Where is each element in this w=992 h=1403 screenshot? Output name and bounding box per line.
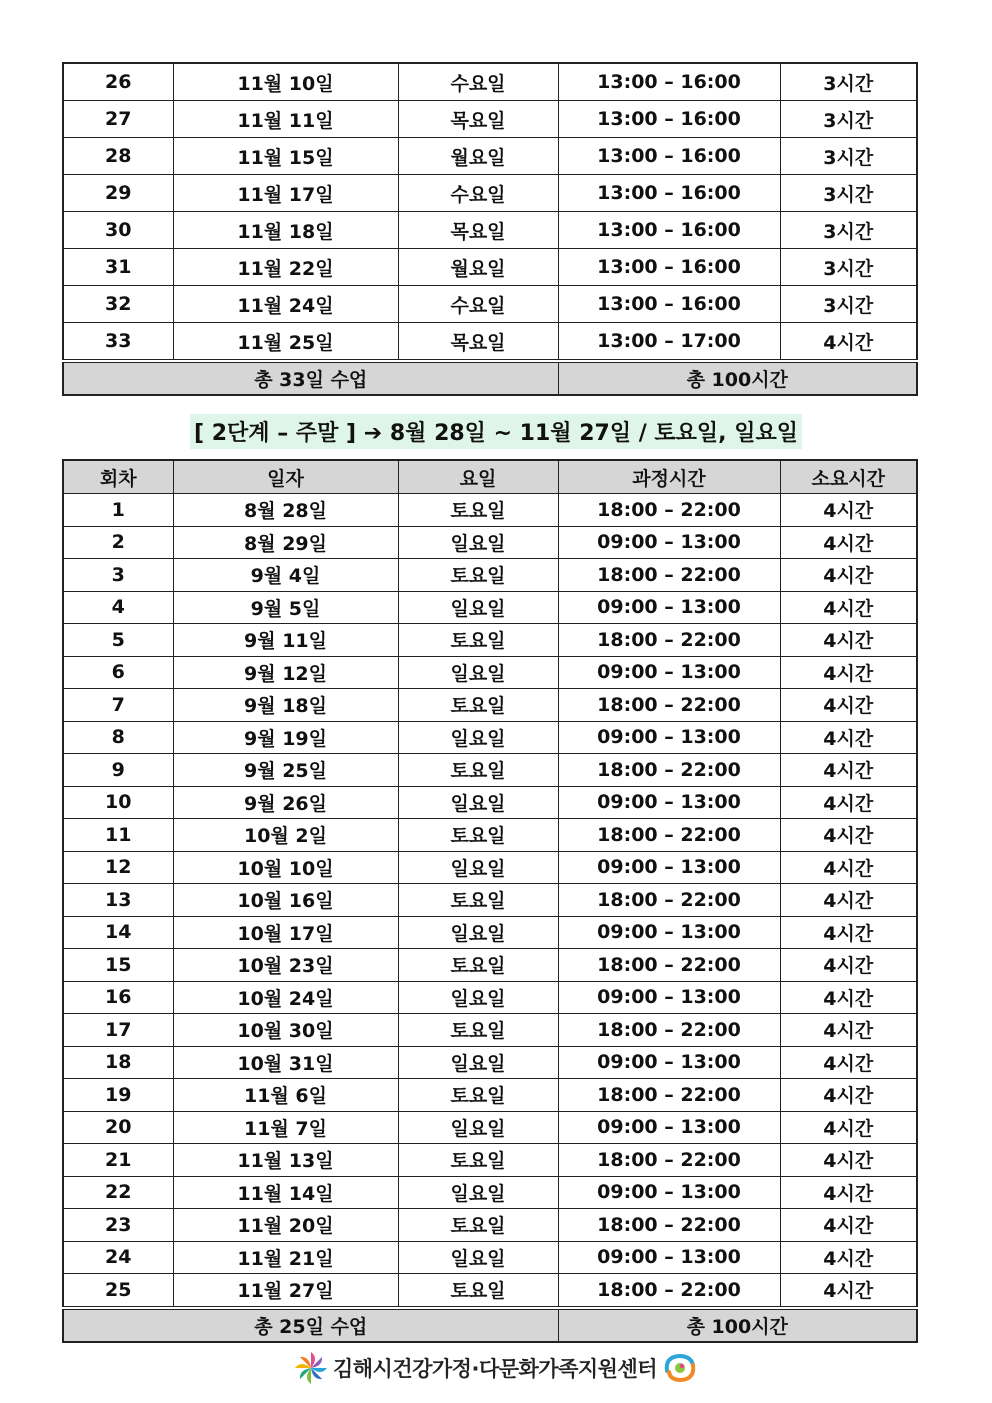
weekday-cell: 일요일 — [398, 1046, 558, 1079]
date-cell: 11월 17일 — [173, 175, 398, 212]
duration-cell: 4시간 — [780, 721, 917, 754]
session-number-cell: 15 — [63, 949, 173, 982]
date-cell: 10월 30일 — [173, 1014, 398, 1047]
table-row — [63, 949, 917, 982]
session-number-cell: 11 — [63, 819, 173, 852]
date-cell: 9월 11일 — [173, 624, 398, 657]
table-row — [63, 175, 917, 212]
session-number-cell: 13 — [63, 884, 173, 917]
course-time-cell: 18:00 – 22:00 — [558, 1274, 780, 1308]
table2-header-row — [63, 460, 917, 494]
table-row — [63, 981, 917, 1014]
weekday-cell: 토요일 — [398, 884, 558, 917]
table-row — [63, 494, 917, 527]
header-course-time: 과정시간 — [558, 460, 780, 494]
weekday-cell: 토요일 — [398, 1079, 558, 1112]
date-cell: 9월 25일 — [173, 754, 398, 787]
table2-total-hours: 총 100시간 — [558, 1308, 917, 1342]
swirl-logo-icon — [661, 1351, 699, 1385]
date-cell: 11월 22일 — [173, 249, 398, 286]
date-cell: 9월 12일 — [173, 656, 398, 689]
duration-cell: 3시간 — [780, 212, 917, 249]
session-number-cell: 26 — [63, 63, 173, 101]
session-number-cell: 24 — [63, 1241, 173, 1274]
course-time-cell: 13:00 – 16:00 — [558, 249, 780, 286]
session-number-cell: 33 — [63, 323, 173, 362]
weekday-cell: 월요일 — [398, 249, 558, 286]
duration-cell: 4시간 — [780, 754, 917, 787]
course-time-cell: 18:00 – 22:00 — [558, 1209, 780, 1242]
session-number-cell: 28 — [63, 138, 173, 175]
course-time-cell: 18:00 – 22:00 — [558, 819, 780, 852]
table-row — [63, 884, 917, 917]
table2-total-days: 총 25일 수업 — [63, 1308, 558, 1342]
duration-cell: 4시간 — [780, 591, 917, 624]
course-time-cell: 18:00 – 22:00 — [558, 559, 780, 592]
duration-cell: 4시간 — [780, 1176, 917, 1209]
session-number-cell: 29 — [63, 175, 173, 212]
duration-cell: 4시간 — [780, 1014, 917, 1047]
course-time-cell: 13:00 – 16:00 — [558, 212, 780, 249]
session-number-cell: 14 — [63, 916, 173, 949]
course-time-cell: 09:00 – 13:00 — [558, 656, 780, 689]
date-cell: 8월 28일 — [173, 494, 398, 527]
course-time-cell: 09:00 – 13:00 — [558, 1176, 780, 1209]
table-row — [63, 1144, 917, 1177]
session-number-cell: 19 — [63, 1079, 173, 1112]
table-row — [63, 786, 917, 819]
table1-total-hours: 총 100시간 — [558, 361, 917, 395]
date-cell: 9월 26일 — [173, 786, 398, 819]
table-row — [63, 212, 917, 249]
duration-cell: 4시간 — [780, 494, 917, 527]
table-row — [63, 689, 917, 722]
session-number-cell: 12 — [63, 851, 173, 884]
course-time-cell: 09:00 – 13:00 — [558, 1111, 780, 1144]
session-number-cell: 16 — [63, 981, 173, 1014]
date-cell: 11월 13일 — [173, 1144, 398, 1177]
course-time-cell: 18:00 – 22:00 — [558, 1014, 780, 1047]
weekday-cell: 일요일 — [398, 786, 558, 819]
duration-cell: 4시간 — [780, 1046, 917, 1079]
course-time-cell: 13:00 – 16:00 — [558, 63, 780, 101]
date-cell: 9월 5일 — [173, 591, 398, 624]
weekday-cell: 토요일 — [398, 494, 558, 527]
weekday-cell: 토요일 — [398, 754, 558, 787]
schedule-table-stage2-weekend — [62, 459, 918, 1343]
table1-total-row — [63, 361, 917, 395]
table-row — [63, 101, 917, 138]
table-row — [63, 1241, 917, 1274]
duration-cell: 4시간 — [780, 1111, 917, 1144]
session-number-cell: 23 — [63, 1209, 173, 1242]
table-row — [63, 1079, 917, 1112]
course-time-cell: 13:00 – 16:00 — [558, 175, 780, 212]
footer-logo — [0, 1348, 992, 1388]
table-row — [63, 1176, 917, 1209]
duration-cell: 4시간 — [780, 981, 917, 1014]
date-cell: 10월 10일 — [173, 851, 398, 884]
session-number-cell: 27 — [63, 101, 173, 138]
duration-cell: 3시간 — [780, 138, 917, 175]
session-number-cell: 7 — [63, 689, 173, 722]
duration-cell: 4시간 — [780, 1274, 917, 1308]
weekday-cell: 토요일 — [398, 819, 558, 852]
duration-cell: 4시간 — [780, 851, 917, 884]
weekday-cell: 일요일 — [398, 1111, 558, 1144]
duration-cell: 4시간 — [780, 559, 917, 592]
course-time-cell: 13:00 – 17:00 — [558, 323, 780, 362]
course-time-cell: 18:00 – 22:00 — [558, 884, 780, 917]
table-row — [63, 249, 917, 286]
date-cell: 11월 10일 — [173, 63, 398, 101]
table-row — [63, 559, 917, 592]
table-row — [63, 916, 917, 949]
weekday-cell: 토요일 — [398, 689, 558, 722]
session-number-cell: 17 — [63, 1014, 173, 1047]
session-number-cell: 31 — [63, 249, 173, 286]
table-row — [63, 526, 917, 559]
section-title-text: [ 2단계 – 주말 ] ➔ 8월 28일 ~ 11월 27일 / 토요일, 일요일 — [190, 414, 802, 449]
duration-cell: 3시간 — [780, 101, 917, 138]
weekday-cell: 일요일 — [398, 656, 558, 689]
duration-cell: 4시간 — [780, 786, 917, 819]
table2-total-row — [63, 1308, 917, 1342]
session-number-cell: 2 — [63, 526, 173, 559]
date-cell: 10월 16일 — [173, 884, 398, 917]
table-row — [63, 591, 917, 624]
weekday-cell: 토요일 — [398, 559, 558, 592]
pinwheel-logo-icon — [293, 1350, 329, 1386]
table-row — [63, 138, 917, 175]
session-number-cell: 20 — [63, 1111, 173, 1144]
weekday-cell: 일요일 — [398, 916, 558, 949]
weekday-cell: 일요일 — [398, 1176, 558, 1209]
date-cell: 11월 20일 — [173, 1209, 398, 1242]
date-cell: 9월 4일 — [173, 559, 398, 592]
session-number-cell: 18 — [63, 1046, 173, 1079]
course-time-cell: 13:00 – 16:00 — [558, 138, 780, 175]
course-time-cell: 09:00 – 13:00 — [558, 851, 780, 884]
session-number-cell: 6 — [63, 656, 173, 689]
session-number-cell: 22 — [63, 1176, 173, 1209]
org-name: 김해시건강가정·다문화가족지원센터 — [332, 1357, 658, 1381]
weekday-cell: 목요일 — [398, 212, 558, 249]
weekday-cell: 일요일 — [398, 526, 558, 559]
duration-cell: 4시간 — [780, 656, 917, 689]
course-time-cell: 18:00 – 22:00 — [558, 949, 780, 982]
weekday-cell: 일요일 — [398, 591, 558, 624]
weekday-cell: 수요일 — [398, 286, 558, 323]
date-cell: 9월 19일 — [173, 721, 398, 754]
session-number-cell: 5 — [63, 624, 173, 657]
course-time-cell: 09:00 – 13:00 — [558, 981, 780, 1014]
duration-cell: 4시간 — [780, 884, 917, 917]
course-time-cell: 18:00 – 22:00 — [558, 1079, 780, 1112]
weekday-cell: 수요일 — [398, 63, 558, 101]
header-date: 일자 — [173, 460, 398, 494]
course-time-cell: 09:00 – 13:00 — [558, 1046, 780, 1079]
course-time-cell: 09:00 – 13:00 — [558, 1241, 780, 1274]
duration-cell: 3시간 — [780, 175, 917, 212]
header-duration: 소요시간 — [780, 460, 917, 494]
weekday-cell: 일요일 — [398, 721, 558, 754]
course-time-cell: 18:00 – 22:00 — [558, 689, 780, 722]
header-session: 회차 — [63, 460, 173, 494]
course-time-cell: 13:00 – 16:00 — [558, 101, 780, 138]
duration-cell: 3시간 — [780, 63, 917, 101]
table-row — [63, 851, 917, 884]
duration-cell: 4시간 — [780, 526, 917, 559]
date-cell: 11월 11일 — [173, 101, 398, 138]
weekday-cell: 일요일 — [398, 851, 558, 884]
date-cell: 11월 21일 — [173, 1241, 398, 1274]
duration-cell: 4시간 — [780, 949, 917, 982]
date-cell: 9월 18일 — [173, 689, 398, 722]
date-cell: 11월 18일 — [173, 212, 398, 249]
table-row — [63, 63, 917, 101]
date-cell: 8월 29일 — [173, 526, 398, 559]
duration-cell: 3시간 — [780, 286, 917, 323]
course-time-cell: 18:00 – 22:00 — [558, 624, 780, 657]
session-number-cell: 25 — [63, 1274, 173, 1308]
duration-cell: 4시간 — [780, 1079, 917, 1112]
date-cell: 11월 15일 — [173, 138, 398, 175]
session-number-cell: 10 — [63, 786, 173, 819]
date-cell: 10월 2일 — [173, 819, 398, 852]
table-row — [63, 624, 917, 657]
weekday-cell: 일요일 — [398, 981, 558, 1014]
date-cell: 10월 17일 — [173, 916, 398, 949]
duration-cell: 4시간 — [780, 1209, 917, 1242]
table1-total-days: 총 33일 수업 — [63, 361, 558, 395]
header-weekday: 요일 — [398, 460, 558, 494]
table-row — [63, 819, 917, 852]
table-row — [63, 1046, 917, 1079]
date-cell: 11월 27일 — [173, 1274, 398, 1308]
date-cell: 11월 14일 — [173, 1176, 398, 1209]
weekday-cell: 토요일 — [398, 1274, 558, 1308]
weekday-cell: 수요일 — [398, 175, 558, 212]
course-time-cell: 13:00 – 16:00 — [558, 286, 780, 323]
weekday-cell: 일요일 — [398, 1241, 558, 1274]
weekday-cell: 토요일 — [398, 949, 558, 982]
session-number-cell: 3 — [63, 559, 173, 592]
table-row — [63, 1014, 917, 1047]
section-title-stage2 — [0, 414, 992, 449]
course-time-cell: 09:00 – 13:00 — [558, 786, 780, 819]
weekday-cell: 토요일 — [398, 1209, 558, 1242]
session-number-cell: 1 — [63, 494, 173, 527]
date-cell: 11월 24일 — [173, 286, 398, 323]
table-row — [63, 721, 917, 754]
course-time-cell: 18:00 – 22:00 — [558, 494, 780, 527]
course-time-cell: 09:00 – 13:00 — [558, 526, 780, 559]
table-row — [63, 1209, 917, 1242]
duration-cell: 4시간 — [780, 1241, 917, 1274]
date-cell: 10월 24일 — [173, 981, 398, 1014]
course-time-cell: 09:00 – 13:00 — [558, 591, 780, 624]
session-number-cell: 32 — [63, 286, 173, 323]
session-number-cell: 30 — [63, 212, 173, 249]
session-number-cell: 4 — [63, 591, 173, 624]
duration-cell: 4시간 — [780, 689, 917, 722]
table-row — [63, 1111, 917, 1144]
table-row — [63, 1274, 917, 1308]
weekday-cell: 토요일 — [398, 624, 558, 657]
duration-cell: 4시간 — [780, 819, 917, 852]
duration-cell: 4시간 — [780, 323, 917, 362]
weekday-cell: 목요일 — [398, 101, 558, 138]
table-row — [63, 656, 917, 689]
course-time-cell: 18:00 – 22:00 — [558, 1144, 780, 1177]
weekday-cell: 토요일 — [398, 1144, 558, 1177]
date-cell: 11월 25일 — [173, 323, 398, 362]
session-number-cell: 9 — [63, 754, 173, 787]
date-cell: 10월 31일 — [173, 1046, 398, 1079]
weekday-cell: 월요일 — [398, 138, 558, 175]
duration-cell: 4시간 — [780, 1144, 917, 1177]
table-row — [63, 754, 917, 787]
course-time-cell: 09:00 – 13:00 — [558, 721, 780, 754]
date-cell: 11월 6일 — [173, 1079, 398, 1112]
weekday-cell: 토요일 — [398, 1014, 558, 1047]
session-number-cell: 8 — [63, 721, 173, 754]
date-cell: 10월 23일 — [173, 949, 398, 982]
table-row — [63, 286, 917, 323]
date-cell: 11월 7일 — [173, 1111, 398, 1144]
course-time-cell: 09:00 – 13:00 — [558, 916, 780, 949]
table-row — [63, 323, 917, 362]
duration-cell: 4시간 — [780, 916, 917, 949]
duration-cell: 3시간 — [780, 249, 917, 286]
weekday-cell: 목요일 — [398, 323, 558, 362]
duration-cell: 4시간 — [780, 624, 917, 657]
schedule-table-stage1-continued — [62, 62, 918, 396]
session-number-cell: 21 — [63, 1144, 173, 1177]
course-time-cell: 18:00 – 22:00 — [558, 754, 780, 787]
